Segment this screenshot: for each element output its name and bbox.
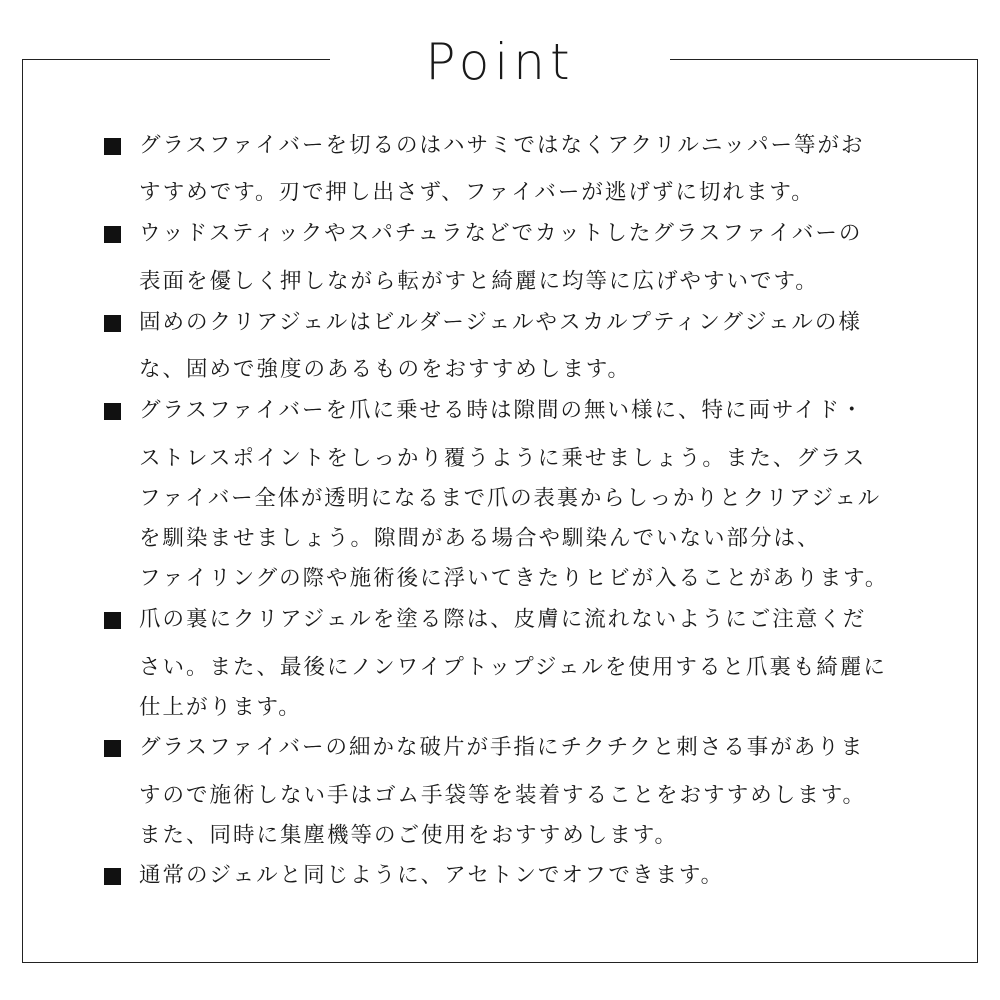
point-line: 爪の裏にクリアジェルを塗る際は、皮膚に流れないようにご注意くだ — [139, 607, 867, 632]
point-line: な、固めで強度のあるものをおすすめします。 — [139, 357, 631, 382]
bullet-square — [104, 612, 121, 629]
title-container — [330, 30, 670, 94]
point-line: ファイバー全体が透明になるまで爪の表裏からしっかりとクリアジェル — [139, 486, 881, 511]
bullet-square — [104, 138, 121, 155]
bullet-square — [104, 315, 121, 332]
point-line: さい。また、最後にノンワイプトップジェルを使用すると爪裏も綺麗に — [139, 655, 887, 680]
bullet-square — [104, 868, 121, 885]
point-line: ストレスポイントをしっかり覆うように乗せましょう。また、グラス — [139, 446, 867, 471]
page-title: Point — [425, 33, 575, 91]
point-line: すすめです。刃で押し出さず、ファイバーが逃げずに切れます。 — [139, 180, 815, 205]
point-line: ウッドスティックやスパチュラなどでカットしたグラスファイバーの — [139, 221, 863, 246]
bullet-square — [104, 226, 121, 243]
point-line: また、同時に集塵機等のご使用をおすすめします。 — [139, 823, 678, 848]
point-line: 固めのクリアジェルはビルダージェルやスカルプティングジェルの様 — [139, 310, 862, 335]
point-line: グラスファイバーを切るのはハサミではなくアクリルニッパー等がお — [139, 133, 865, 158]
point-line: すので施術しない手はゴム手袋等を装着することをおすすめします。 — [139, 783, 866, 808]
point-line: 通常のジェルと同じように、アセトンでオフできます。 — [139, 863, 725, 888]
point-line: 仕上がります。 — [139, 695, 302, 720]
point-line: 表面を優しく押しながら転がすと綺麗に均等に広げやすいです。 — [139, 269, 819, 294]
bullet-square — [104, 740, 121, 757]
point-line: グラスファイバーの細かな破片が手指にチクチクと刺さる事がありま — [139, 735, 865, 760]
point-line: グラスファイバーを爪に乗せる時は隙間の無い様に、特に両サイド・ — [139, 398, 865, 423]
point-line: を馴染ませましょう。隙間がある場合や馴染んでいない部分は、 — [139, 526, 821, 551]
point-line: ファイリングの際や施術後に浮いてきたりヒビが入ることがあります。 — [139, 566, 889, 591]
bullet-square — [104, 403, 121, 420]
